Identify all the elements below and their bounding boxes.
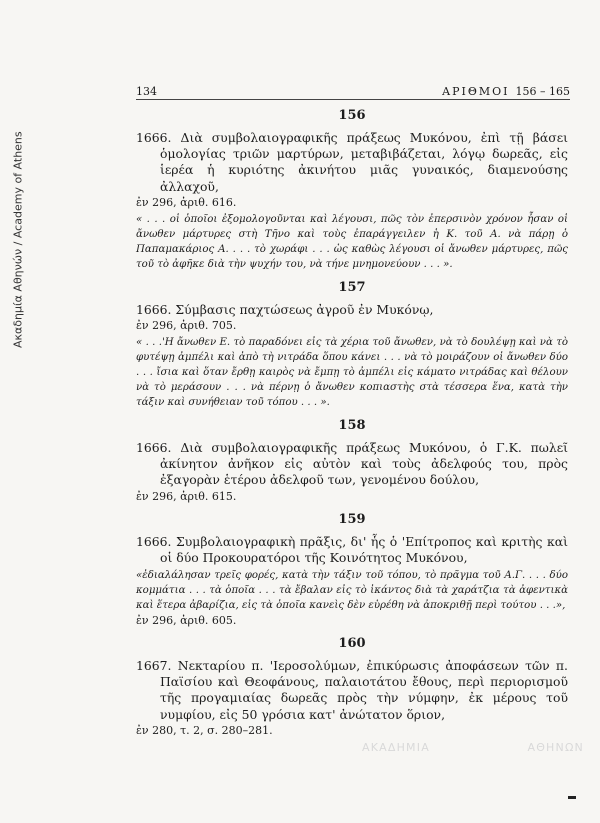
entry-reference: ἐν 296, ἀριθ. 615. bbox=[136, 489, 237, 503]
entry-text: 1666. Συμβολαιογραφικὴ πρᾶξις, δι' ἧς ὁ 'Επίτροπος καὶ κριτὴς καὶ οἱ δύο Προκουρατόροι τῆς Κοινότητος Μυκόνου, bbox=[136, 533, 568, 565]
watermark bbox=[362, 732, 584, 762]
section-160 bbox=[136, 636, 568, 738]
section-number: 160 bbox=[338, 636, 366, 652]
watermark-text-left: ΑΚΑΔΗΜΙΑ bbox=[362, 740, 430, 754]
page-body bbox=[136, 106, 568, 746]
entry-text: 1666. Διὰ συμβολαιογραφικῆς πράξεως Μυκόνου, ἐπὶ τῇ βάσει ὁμολογίας τριῶν μαρτύρων, μεταβιβάζεται, λόγῳ δωρεᾶς, εἰς ἱερέα ἡ κυριότης ἀκινήτου μιᾶς γυναικός, διαμενούσης ἀλλαχοῦ, bbox=[136, 130, 568, 194]
entry-text: 1667. Νεκταρίου π. 'Ιεροσολύμων, ἐπικύρωσις ἀποφάσεων τῶν π. Παϊσίου καὶ Θεοφάνους, παλαιοτάτου ἔθους, περὶ περιορισμοῦ τῆς προγαμιαίας δωρεᾶς πρὸς τὴν νύμφην, ἐκ μέρους τοῦ νυμφίου, εἰς 50 γρόσια κατ' ἀνώτατον ὅριον, bbox=[136, 658, 568, 722]
watermark-text-right: ΑΘΗΝΩΝ bbox=[527, 740, 584, 754]
section-158 bbox=[136, 418, 568, 504]
entry-reference: ἐν 296, ἀριθ. 605. bbox=[136, 614, 237, 628]
entry-text: 1666. Σύμβασις παχτώσεως ἀγροῦ ἐν Μυκόνῳ, bbox=[136, 301, 434, 317]
page-number: 134 bbox=[136, 85, 157, 98]
entry bbox=[136, 130, 568, 272]
section-159 bbox=[136, 512, 568, 628]
running-title-text: ΑΡΙΘΜΟΙ bbox=[442, 85, 510, 98]
section-number: 159 bbox=[338, 511, 366, 527]
running-title bbox=[442, 85, 570, 98]
section-156 bbox=[136, 108, 568, 272]
entry-quote: «ἐδιαλάλησαν τρεῖς φορές, κατὰ τὴν τάξιν τοῦ τόπου, τὸ πρᾶγμα τοῦ Α.Γ. . . . δύο κομμάτια . . . τὰ ὁποῖα . . . τὰ ἔβαλαν εἰς τὸ ἰκάντος διὰ τὰ χαράτζια τὰ ἀφεντικὰ καὶ ἕτερα ἀβαρίζια, εἰς τὰ ὁποῖα κανεὶς δὲν εὑρέθη νὰ ἀποκριθῇ περὶ τούτου . . .», bbox=[136, 570, 568, 612]
entry bbox=[136, 534, 568, 628]
header-rule bbox=[136, 99, 570, 100]
entry-reference: ἐν 296, ἀριθ. 616. bbox=[136, 195, 237, 209]
entry-reference: ἐν 296, ἀριθ. 705. bbox=[136, 319, 237, 333]
entry-reference: ἐν 280, τ. 2, σ. 280–281. bbox=[136, 723, 273, 737]
section-number: 156 bbox=[338, 108, 366, 123]
section-number: 157 bbox=[338, 279, 366, 295]
side-label: Ακαδημία Αθηνών / Academy of Athens bbox=[11, 131, 25, 349]
page-header bbox=[136, 82, 570, 98]
entry-text: 1666. Διὰ συμβολαιογραφικῆς πράξεως Μυκόνου, ὁ Γ.Κ. πωλεῖ ἀκίνητον ἀνῆκον εἰς αὐτὸν καὶ τοὺς ἀδελφούς του, πρὸς ἐξαγορὰν ἑτέρου ἀδελφοῦ των, γενομένου δούλου, bbox=[136, 440, 568, 488]
entry bbox=[136, 658, 568, 738]
entry bbox=[136, 302, 568, 410]
corner-mark bbox=[568, 796, 576, 799]
entry-quote: « . . .'Η ἄνωθεν Ε. τὸ παραδόνει εἰς τὰ χέρια τοῦ ἄνωθεν, νὰ τὸ δουλέψῃ καὶ νὰ τὸ φυτέψῃ ἀμπέλι καὶ ἀπὸ τὴ νιτράδα ὅπου κάνει . . . νὰ τὸ μοιράζουν οἱ ἄνωθεν δύο . . . ἴσια καὶ ὅταν ἔρθῃ καιρὸς νὰ ἔμπῃ τὸ ἀμπέλι εἰς κάματο νιτράδας καὶ θέλουν νὰ τὸ μεράσουν . . . νὰ πέρνῃ ὁ ἄνωθεν κοπιαστὴς στὰ τέσσερα ἕνα, κατὰ τὴν τάξιν καὶ συνήθειαν τοῦ τόπου . . . ». bbox=[136, 337, 568, 409]
entry-quote: « . . . οἱ ὁποῖοι ἐξομολογοῦνται καὶ λέγουσι, πῶς τὸν ἐπερσινὸν χρόνον ἦσαν οἱ ἄνωθεν μάρτυρες στὴ Τῆνο καὶ τοὺς ἐπαράγγειλεν ἡ Κ. τοῦ Α. νὰ πάρῃ ὁ Παπαμακάριος Α. . . . τὸ χωράφι . . . ὡς καθὼς λέγουσι οἱ ἄνωθεν μάρτυρες, πῶς τοῦ τὸ ἀφῆκε διὰ τὴν ψυχήν του, νὰ τήνε μνημονεύουν . . . ». bbox=[136, 213, 568, 270]
number-range: 156 – 165 bbox=[515, 85, 570, 98]
entry bbox=[136, 440, 568, 504]
section-157 bbox=[136, 280, 568, 410]
section-number: 158 bbox=[338, 418, 366, 434]
